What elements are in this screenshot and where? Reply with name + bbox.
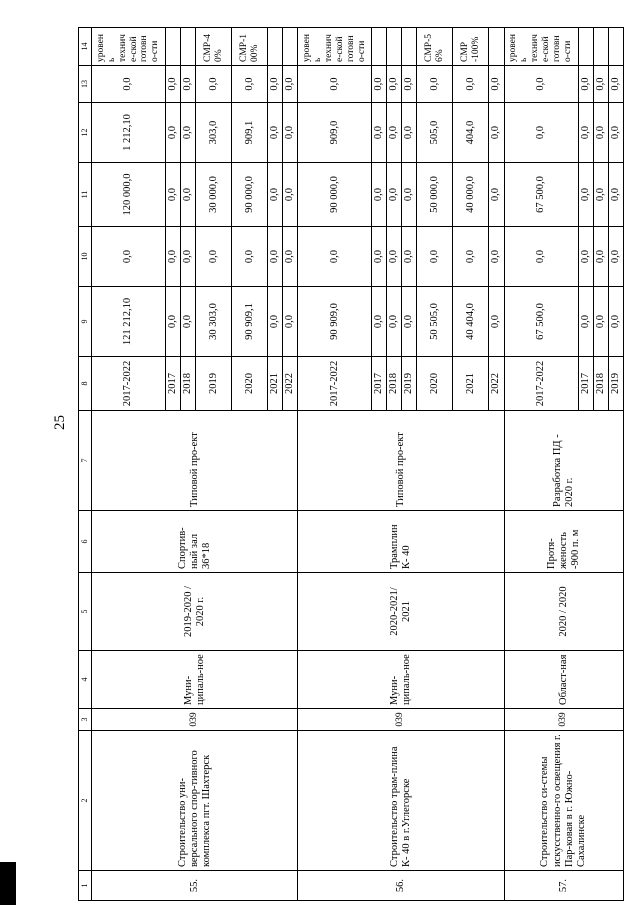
project-capacity: Протя-женость -900 п. м (504, 511, 623, 573)
value-c9: 90 909,1 (232, 287, 268, 357)
value-c9: 0,0 (608, 287, 623, 357)
project-total-row (92, 28, 166, 901)
value-c12: 909,1 (232, 103, 268, 163)
value-c12: 0,0 (489, 103, 504, 163)
value-c13: 0,0 (593, 66, 608, 103)
readiness-note (181, 28, 196, 66)
value-c9: 0,0 (181, 287, 196, 357)
value-c13: 0,0 (166, 66, 181, 103)
column-number-11: 11 (79, 163, 92, 227)
value-c9: 0,0 (593, 287, 608, 357)
total-c9: 121 212,10 (92, 287, 166, 357)
year-cell: 2017 (166, 357, 181, 411)
value-c9: 0,0 (372, 287, 387, 357)
project-design-status: Типовой про-ект (298, 411, 504, 511)
value-c12: 0,0 (578, 103, 593, 163)
readiness-note (166, 28, 181, 66)
column-number-10: 10 (79, 227, 92, 287)
value-c10: 0,0 (166, 227, 181, 287)
value-c11: 0,0 (181, 163, 196, 227)
column-number-8: 8 (79, 357, 92, 411)
value-c9: 0,0 (268, 287, 283, 357)
readiness-note (372, 28, 387, 66)
value-c12: 0,0 (402, 103, 417, 163)
value-c9: 0,0 (489, 287, 504, 357)
year-cell: 2019 (402, 357, 417, 411)
year-cell: 2018 (387, 357, 402, 411)
project-period: 2019-2020 / 2020 г. (92, 573, 298, 651)
year-cell: 2017 (578, 357, 593, 411)
column-number-13: 13 (79, 66, 92, 103)
value-c13: 0,0 (453, 66, 489, 103)
column-number-3: 3 (79, 709, 92, 731)
year-cell: 2019 (608, 357, 623, 411)
total-c10: 0,0 (298, 227, 372, 287)
value-c12: 404,0 (453, 103, 489, 163)
readiness-note: СМР-40% (196, 28, 232, 66)
project-capacity: Трамплин К- 40 (298, 511, 504, 573)
value-c11: 40 000,0 (453, 163, 489, 227)
total-years: 2017-2022 (504, 357, 578, 411)
readiness-note (489, 28, 504, 66)
value-c11: 0,0 (283, 163, 298, 227)
value-c12: 0,0 (268, 103, 283, 163)
project-ownership: Област-ная (504, 651, 623, 709)
value-c12: 0,0 (166, 103, 181, 163)
total-c11: 120 000,0 (92, 163, 166, 227)
value-c13: 0,0 (268, 66, 283, 103)
year-cell: 2021 (453, 357, 489, 411)
value-c11: 30 000,0 (196, 163, 232, 227)
project-code: 039 (504, 709, 623, 731)
value-c11: 0,0 (387, 163, 402, 227)
value-c11: 90 000,0 (232, 163, 268, 227)
project-period: 2020-2021/ 2021 (298, 573, 504, 651)
column-number-4: 4 (79, 651, 92, 709)
value-c9: 0,0 (166, 287, 181, 357)
readiness-note: СМР -100% (453, 28, 489, 66)
readiness-note (387, 28, 402, 66)
value-c10: 0,0 (181, 227, 196, 287)
project-capacity: Спортив-ный зал 36*18 (92, 511, 298, 573)
value-c9: 30 303,0 (196, 287, 232, 357)
total-c12: 909,0 (298, 103, 372, 163)
value-c9: 0,0 (578, 287, 593, 357)
value-c10: 0,0 (283, 227, 298, 287)
investment-table (78, 27, 624, 901)
value-c12: 0,0 (372, 103, 387, 163)
value-c12: 0,0 (181, 103, 196, 163)
readiness-note (578, 28, 593, 66)
value-c12: 0,0 (283, 103, 298, 163)
year-cell: 2022 (283, 357, 298, 411)
column-number-14: 14 (79, 28, 92, 66)
value-c9: 0,0 (387, 287, 402, 357)
readiness-note (283, 28, 298, 66)
value-c11: 0,0 (578, 163, 593, 227)
value-c10: 0,0 (578, 227, 593, 287)
project-code: 039 (92, 709, 298, 731)
project-code: 039 (298, 709, 504, 731)
year-cell: 2017 (372, 357, 387, 411)
value-c9: 40 404,0 (453, 287, 489, 357)
value-c11: 0,0 (608, 163, 623, 227)
value-c9: 0,0 (283, 287, 298, 357)
total-readiness: уровень техниче-ской готовно-сти (298, 28, 372, 66)
value-c11: 0,0 (402, 163, 417, 227)
project-ownership: Муни-ципаль-ное (92, 651, 298, 709)
year-cell: 2020 (232, 357, 268, 411)
total-c10: 0,0 (92, 227, 166, 287)
value-c13: 0,0 (387, 66, 402, 103)
total-c13: 0,0 (92, 66, 166, 103)
value-c13: 0,0 (608, 66, 623, 103)
year-cell: 2018 (593, 357, 608, 411)
year-cell: 2018 (181, 357, 196, 411)
column-number-2: 2 (79, 731, 92, 871)
value-c12: 0,0 (387, 103, 402, 163)
value-c11: 0,0 (593, 163, 608, 227)
page-number: 25 (52, 415, 68, 430)
value-c13: 0,0 (283, 66, 298, 103)
value-c11: 50 000,0 (417, 163, 453, 227)
project-ownership: Муни-ципаль-ное (298, 651, 504, 709)
project-total-row (504, 28, 578, 901)
value-c11: 0,0 (268, 163, 283, 227)
column-number-1: 1 (79, 871, 92, 901)
readiness-note: СМР-56% (417, 28, 453, 66)
readiness-note: СМР-100% (232, 28, 268, 66)
value-c10: 0,0 (417, 227, 453, 287)
project-number: 57. (504, 871, 623, 901)
readiness-note (608, 28, 623, 66)
column-number-9: 9 (79, 287, 92, 357)
project-design-status: Типовой про-ект (92, 411, 298, 511)
column-number-12: 12 (79, 103, 92, 163)
total-readiness: уровень техниче-ской готовно-сти (504, 28, 578, 66)
total-readiness: уровень техниче-ской готовно-сти (92, 28, 166, 66)
project-total-row (298, 28, 372, 901)
year-cell: 2022 (489, 357, 504, 411)
value-c10: 0,0 (402, 227, 417, 287)
value-c12: 0,0 (593, 103, 608, 163)
table-body (92, 28, 624, 901)
scan-edge-mark (0, 862, 16, 905)
value-c13: 0,0 (196, 66, 232, 103)
total-years: 2017-2022 (298, 357, 372, 411)
project-number: 56. (298, 871, 504, 901)
value-c12: 505,0 (417, 103, 453, 163)
value-c13: 0,0 (372, 66, 387, 103)
total-c9: 67 500,0 (504, 287, 578, 357)
total-c9: 90 909,0 (298, 287, 372, 357)
value-c11: 0,0 (372, 163, 387, 227)
project-design-status: Разработка ПД - 2020 г. (504, 411, 623, 511)
value-c11: 0,0 (166, 163, 181, 227)
rotated-table-wrapper (78, 28, 621, 901)
value-c10: 0,0 (387, 227, 402, 287)
value-c10: 0,0 (196, 227, 232, 287)
value-c13: 0,0 (417, 66, 453, 103)
readiness-note (593, 28, 608, 66)
value-c9: 50 505,0 (417, 287, 453, 357)
readiness-note (268, 28, 283, 66)
total-years: 2017-2022 (92, 357, 166, 411)
readiness-note (402, 28, 417, 66)
value-c13: 0,0 (578, 66, 593, 103)
project-name: Строительство трам-плина К- 40 в г.Углегорске (298, 731, 504, 871)
total-c13: 0,0 (298, 66, 372, 103)
column-number-6: 6 (79, 511, 92, 573)
value-c13: 0,0 (402, 66, 417, 103)
value-c10: 0,0 (489, 227, 504, 287)
project-name: Строительство си-стемы искусственно-го освещения г. Пар-ковая в г. Южно-Сахалинске (504, 731, 623, 871)
project-number: 55. (92, 871, 298, 901)
value-c10: 0,0 (232, 227, 268, 287)
value-c13: 0,0 (181, 66, 196, 103)
total-c12: 1 212,10 (92, 103, 166, 163)
value-c10: 0,0 (453, 227, 489, 287)
project-period: 2020 / 2020 (504, 573, 623, 651)
value-c13: 0,0 (489, 66, 504, 103)
total-c12: 0,0 (504, 103, 578, 163)
value-c12: 303,0 (196, 103, 232, 163)
column-number-5: 5 (79, 573, 92, 651)
value-c13: 0,0 (232, 66, 268, 103)
table-frame (78, 28, 621, 901)
total-c11: 67 500,0 (504, 163, 578, 227)
year-cell: 2019 (196, 357, 232, 411)
year-cell: 2020 (417, 357, 453, 411)
total-c13: 0,0 (504, 66, 578, 103)
total-c11: 90 000,0 (298, 163, 372, 227)
project-name: Строительство уни-версального спор-тивного комплекса пгт. Шахтерск (92, 731, 298, 871)
value-c11: 0,0 (489, 163, 504, 227)
value-c10: 0,0 (593, 227, 608, 287)
column-number-7: 7 (79, 411, 92, 511)
value-c9: 0,0 (402, 287, 417, 357)
total-c10: 0,0 (504, 227, 578, 287)
value-c10: 0,0 (268, 227, 283, 287)
value-c12: 0,0 (608, 103, 623, 163)
value-c10: 0,0 (372, 227, 387, 287)
value-c10: 0,0 (608, 227, 623, 287)
year-cell: 2021 (268, 357, 283, 411)
column-number-row (79, 28, 92, 901)
